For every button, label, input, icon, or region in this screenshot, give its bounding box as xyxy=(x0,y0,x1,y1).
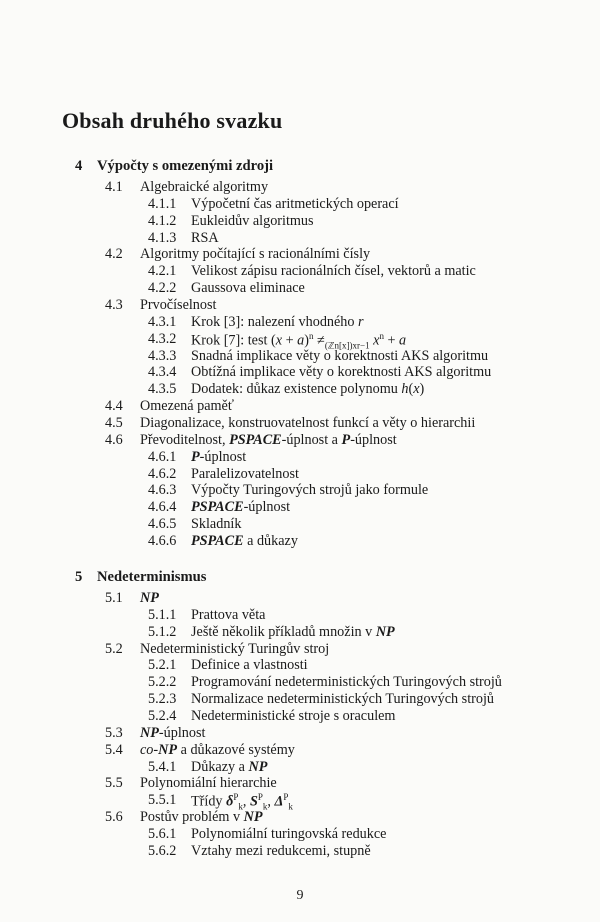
subsection-entry-title xyxy=(191,607,265,624)
title-segment: Polynomiální hierarchie xyxy=(140,775,277,792)
title-segment: Krok [7]: test ( xyxy=(191,332,276,349)
title-segment: n xyxy=(308,330,314,341)
title-segment: Nedeterministický Turingův stroj xyxy=(140,640,330,657)
title-segment: ) xyxy=(304,332,309,349)
subsection-entry-title xyxy=(191,213,314,230)
title-segment: Převoditelnost, xyxy=(140,431,230,448)
title-segment: -úplnost a xyxy=(281,431,342,448)
title-segment: Nedeterministické stroje s oraculem xyxy=(191,708,396,725)
section-entry-number: 5.2 xyxy=(105,640,123,657)
subsection-entry-number: 5.2.4 xyxy=(148,708,177,725)
section-entry-title xyxy=(140,809,263,826)
section-entry-title xyxy=(140,590,159,607)
title-segment: RSA xyxy=(191,229,219,246)
subsection-entry-number: 5.2.3 xyxy=(148,691,177,708)
title-segment: Skladník xyxy=(191,516,242,533)
title-segment: Polynomiální turingovská redukce xyxy=(191,826,387,843)
section-entry-title xyxy=(140,432,397,449)
title-segment: co- xyxy=(140,741,159,758)
subsection-entry-number: 4.3.2 xyxy=(148,330,177,347)
section-entry-title xyxy=(140,297,216,314)
subsection-entry-number: 4.1.3 xyxy=(148,229,177,246)
title-segment: Výpočetní čas aritmetických operací xyxy=(191,195,399,212)
title-segment: Definice a vlastnosti xyxy=(191,657,308,674)
section-entry-title xyxy=(140,398,234,415)
title-segment: Velikost zápisu racionálních čísel, vektorů a matic xyxy=(191,263,476,280)
section-entry-number: 4.2 xyxy=(105,246,123,263)
subsection-entry-number: 5.2.1 xyxy=(148,657,177,674)
section-entry-title xyxy=(140,775,277,792)
subsection-entry-number: 5.4.1 xyxy=(148,758,177,775)
title-segment: NP xyxy=(158,741,178,758)
subsection-entry-number: 4.6.4 xyxy=(148,499,177,516)
title-segment: Programování nedeterministických Turingových strojů xyxy=(191,674,502,691)
subsection-entry-title xyxy=(191,624,395,641)
title-segment: Nedeterminismus xyxy=(97,569,207,585)
title-segment: k xyxy=(262,801,268,812)
subsection-entry-number: 5.5.1 xyxy=(148,792,177,809)
title-segment: Eukleidův algoritmus xyxy=(191,212,314,229)
title-segment: a xyxy=(297,332,305,349)
subsection-entry-title xyxy=(191,674,502,691)
title-segment: Omezená paměť xyxy=(140,398,234,415)
title-segment: P xyxy=(341,431,351,448)
subsection-entry-number: 5.1.1 xyxy=(148,606,177,623)
subsection-entry-title xyxy=(191,280,305,297)
title-segment: P xyxy=(233,792,239,803)
title-segment: Prattova věta xyxy=(191,606,266,623)
title-segment: Krok [3]: nalezení vhodného xyxy=(191,313,359,330)
title-segment: Důkazy a xyxy=(191,758,249,775)
title-segment: NP xyxy=(140,724,159,741)
title-segment: a xyxy=(399,332,407,349)
subsection-entry-title xyxy=(191,449,246,466)
title-segment: Algebraické algoritmy xyxy=(140,179,269,195)
title-segment: k xyxy=(238,801,243,812)
subsection-entry-title xyxy=(191,843,371,860)
subsection-entry-number: 4.1.2 xyxy=(148,212,177,229)
title-segment: -úplnost xyxy=(158,724,206,741)
subsection-entry-title xyxy=(191,516,241,533)
title-segment: PSPACE xyxy=(191,533,244,550)
subsection-entry-number: 4.3.1 xyxy=(148,313,177,330)
title-segment: Snadná implikace věty o korektnosti AKS algoritmu xyxy=(191,347,489,364)
title-segment: Diagonalizace, konstruovatelnost funkcí a věty o hierarchii xyxy=(140,415,476,432)
title-segment: , xyxy=(242,794,250,811)
title-segment: x xyxy=(373,332,380,349)
section-entry-title xyxy=(140,725,205,742)
section-entry-number: 5.1 xyxy=(105,590,123,606)
section-entry-title xyxy=(140,246,370,263)
title-segment: ) xyxy=(419,381,425,398)
section-entry-number: 4.5 xyxy=(105,415,123,432)
title-segment: Normalizace nedeterministických Turingových strojů xyxy=(191,691,494,708)
subsection-entry-number: 4.6.3 xyxy=(148,482,177,499)
section-entry-number: 5.3 xyxy=(105,724,123,741)
title-segment: -úplnost xyxy=(199,448,247,465)
subsection-entry-title xyxy=(191,691,494,708)
subsection-entry-number: 4.2.2 xyxy=(148,280,177,297)
subsection-entry-number: 5.1.2 xyxy=(148,623,177,640)
title-segment: Výpočty s omezenými zdroji xyxy=(97,158,274,174)
subsection-entry-number: 4.3.5 xyxy=(148,381,177,398)
title-segment: Vztahy mezi redukcemi, stupně xyxy=(191,842,371,859)
title-segment: n xyxy=(379,330,384,341)
subsection-entry-title xyxy=(191,499,290,516)
title-segment: PSPACE xyxy=(229,431,282,448)
subsection-entry-title xyxy=(191,196,399,213)
title-segment: a důkazové systémy xyxy=(177,741,295,758)
subsection-entry-number: 5.2.2 xyxy=(148,674,177,691)
chapter-entry-title xyxy=(97,569,206,586)
subsection-entry-number: 4.6.5 xyxy=(148,516,177,533)
subsection-entry-number: 5.6.2 xyxy=(148,842,177,859)
chapter-entry-number: 4 xyxy=(75,158,83,174)
subsection-entry-title xyxy=(191,263,476,280)
section-entry-number: 4.6 xyxy=(105,431,123,448)
page-title: Obsah druhého svazku xyxy=(62,108,283,133)
chapter-entry-number: 5 xyxy=(75,569,83,585)
title-segment: Δ xyxy=(274,794,284,811)
section-entry-number: 5.5 xyxy=(105,775,123,792)
title-segment: Postův problém v xyxy=(140,809,244,826)
title-segment: Třídy xyxy=(191,794,227,811)
section-entry-number: 5.6 xyxy=(105,809,123,826)
title-segment: a důkazy xyxy=(243,533,298,550)
subsection-entry-title xyxy=(191,348,488,365)
section-entry-number: 5.4 xyxy=(105,741,123,758)
section-entry-title xyxy=(140,742,295,759)
subsection-entry-title xyxy=(191,708,395,725)
title-segment: ( xyxy=(408,381,414,398)
title-segment: NP xyxy=(375,623,395,640)
subsection-entry-number: 4.6.6 xyxy=(148,533,177,550)
title-segment: ≠ xyxy=(313,332,325,349)
subsection-entry-number: 4.1.1 xyxy=(148,195,177,212)
section-entry-title xyxy=(140,179,268,196)
section-entry-title xyxy=(140,641,329,658)
subsection-entry-title xyxy=(191,364,491,381)
title-segment: h xyxy=(401,381,409,398)
subsection-entry-title xyxy=(191,657,308,674)
title-segment: Algoritmy počítající s racionálními čísly xyxy=(140,246,371,263)
title-segment: P xyxy=(283,792,289,803)
title-segment: x xyxy=(275,332,283,349)
title-segment: P xyxy=(191,448,200,465)
title-segment: Obtížná implikace věty o korektnosti AKS algoritmu xyxy=(191,364,492,381)
title-segment: δ xyxy=(226,794,234,811)
section-entry-number: 4.1 xyxy=(105,179,123,195)
title-segment: NP xyxy=(140,590,159,606)
section-entry-number: 4.3 xyxy=(105,297,123,314)
title-segment: + xyxy=(282,332,298,349)
chapter-entry-title xyxy=(97,158,273,175)
title-segment: Paralelizovatelnost xyxy=(191,465,299,482)
title-segment: -úplnost xyxy=(350,431,397,448)
title-segment: NP xyxy=(243,809,263,826)
subsection-entry-title xyxy=(191,381,424,398)
title-segment: -úplnost xyxy=(243,499,291,516)
title-segment: (ℤn[x])xr−1 xyxy=(324,340,370,351)
subsection-entry-number: 4.6.2 xyxy=(148,465,177,482)
title-segment: P xyxy=(257,792,263,803)
page-number: 9 xyxy=(296,888,304,903)
subsection-entry-title xyxy=(191,314,364,331)
title-segment: Dodatek: důkaz existence polynomu xyxy=(191,381,402,398)
subsection-entry-number: 5.6.1 xyxy=(148,826,177,843)
title-segment: Prvočíselnost xyxy=(140,297,217,314)
section-entry-number: 4.4 xyxy=(105,398,123,415)
subsection-entry-title xyxy=(191,230,219,247)
title-segment: k xyxy=(288,801,293,812)
subsection-entry-title xyxy=(191,533,298,550)
title-segment: x xyxy=(413,381,420,398)
title-segment: + xyxy=(383,332,400,349)
subsection-entry-title xyxy=(191,466,299,483)
subsection-entry-title xyxy=(191,759,267,776)
subsection-entry-number: 4.2.1 xyxy=(148,263,177,280)
subsection-entry-title xyxy=(191,826,386,843)
subsection-entry-number: 4.6.1 xyxy=(148,448,177,465)
title-segment: S xyxy=(249,794,258,811)
title-segment: r xyxy=(358,313,364,330)
subsection-entry-number: 4.3.4 xyxy=(148,364,177,381)
title-segment: NP xyxy=(248,758,268,775)
section-entry-title xyxy=(140,415,475,432)
title-segment: Gaussova eliminace xyxy=(191,280,305,297)
subsection-entry-title xyxy=(191,482,428,499)
title-segment: Ještě několik příkladů množin v xyxy=(191,623,376,640)
title-segment: Výpočty Turingových strojů jako formule xyxy=(191,482,429,499)
subsection-entry-number: 4.3.3 xyxy=(148,347,177,364)
title-segment: PSPACE xyxy=(191,499,244,516)
title-segment: , xyxy=(267,794,275,811)
